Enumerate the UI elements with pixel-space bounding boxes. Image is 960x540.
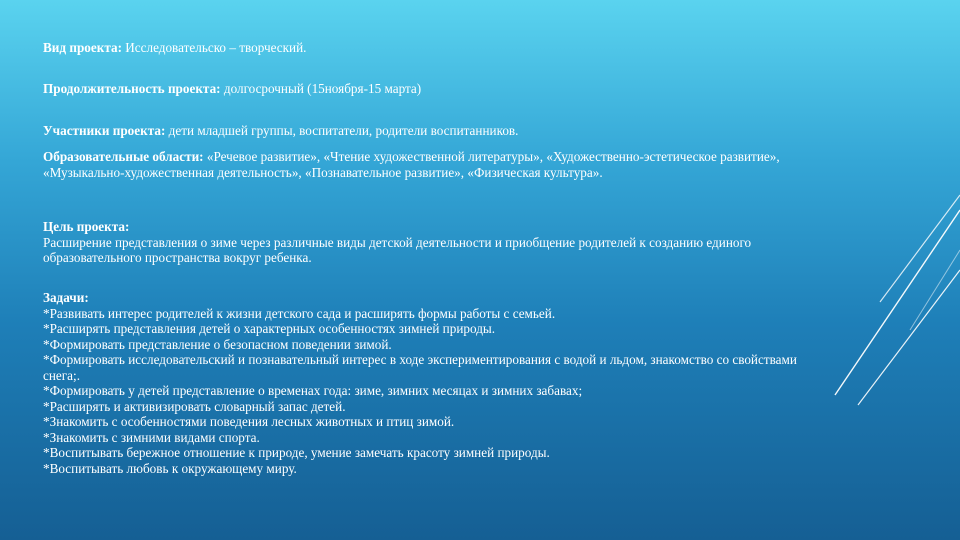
task-item: *Формировать исследовательский и познавательный интерес в ходе экспериментирования с водой и льдом, знакомство со свойствами снега;. bbox=[43, 352, 797, 383]
project-type-value: Исследовательско – творческий. bbox=[121, 40, 307, 55]
project-duration-value: долгосрочный (15ноября-15 марта) bbox=[220, 81, 422, 96]
project-type-label: Вид проекта: bbox=[43, 40, 122, 55]
project-goal bbox=[43, 219, 823, 266]
project-goal-label: Цель проекта: bbox=[43, 219, 130, 234]
project-duration-label: Продолжительность проекта: bbox=[43, 81, 221, 96]
deco-line bbox=[910, 250, 960, 330]
task-item: *Воспитывать любовь к окружающему миру. bbox=[43, 460, 297, 476]
task-item: *Знакомить с особенностями поведения лесных животных и птиц зимой. bbox=[43, 414, 455, 429]
project-tasks bbox=[43, 290, 823, 476]
deco-line bbox=[858, 270, 960, 405]
educational-areas bbox=[43, 149, 823, 180]
educational-areas-value: «Речевое развитие», «Чтение художественной литературы», «Художественно-эстетическое развитие», «Музыкально-художественная деятельность», «Познавательное развитие», «Физическая культура». bbox=[43, 149, 780, 180]
task-item: *Развивать интерес родителей к жизни детского сада и расширять формы работы с семьей. bbox=[43, 305, 556, 321]
task-item: *Формировать представление о безопасном поведении зимой. bbox=[43, 336, 392, 352]
task-item: *Знакомить с зимними видами спорта. bbox=[43, 429, 260, 445]
project-participants-label: Участники проекта: bbox=[43, 123, 166, 138]
deco-line bbox=[835, 210, 960, 395]
project-participants bbox=[43, 123, 518, 139]
task-item: *Воспитывать бережное отношение к природе, умение замечать красоту зимней природы. bbox=[43, 445, 550, 460]
deco-line bbox=[880, 195, 960, 302]
project-participants-value: дети младшей группы, воспитатели, родители воспитанников. bbox=[165, 123, 519, 138]
educational-areas-label: Образовательные области: bbox=[43, 149, 204, 164]
project-duration bbox=[43, 81, 421, 97]
task-item: *Формировать у детей представление о временах года: зиме, зимних месяцах и зимних забавах; bbox=[43, 383, 583, 398]
project-tasks-label: Задачи: bbox=[43, 290, 89, 305]
task-item: *Расширять и активизировать словарный запас детей. bbox=[43, 398, 346, 414]
task-item: *Расширять представления детей о характерных особенностях зимней природы. bbox=[43, 321, 496, 336]
project-type bbox=[43, 40, 306, 56]
project-goal-value: Расширение представления о зиме через различные виды детской деятельности и приобщение родителей к созданию единого образовательного пространства вокруг ребенка. bbox=[43, 234, 752, 265]
